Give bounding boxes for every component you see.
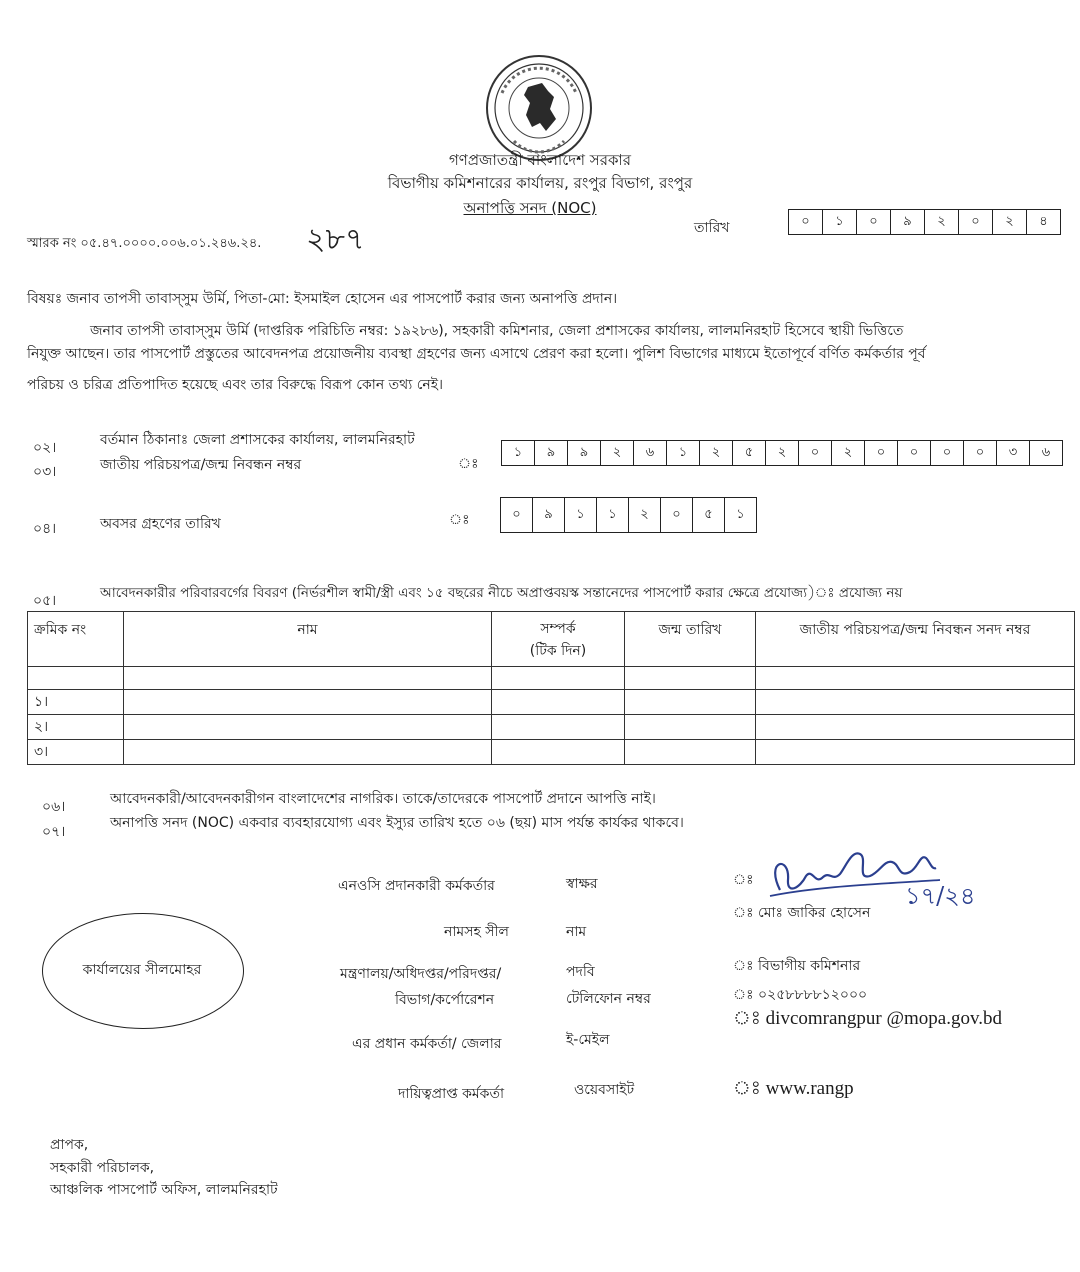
nid-digit-boxes [501,440,1063,466]
nid-digit: ৯ [535,441,568,465]
retirement-digit-boxes [500,497,757,533]
label-designation: পদবি [566,964,595,980]
item-06-text: আবেদনকারী/আবেদনকারীগন বাংলাদেশের নাগরিক। তাকে/তাদেরকে পাসপোর্ট প্রদানে আপত্তি নাই। [110,791,656,807]
col-relation [492,612,625,667]
item-06-number: ০৬। [42,799,66,815]
table-row [28,740,1075,765]
label-phone: টেলিফোন নম্বর [566,991,651,1007]
doc-title: অনাপত্তি সনদ (NOC) [463,199,597,217]
sig-left-4: বিভাগ/কর্পোরেশন [395,992,495,1008]
nid-digit: ২ [766,441,799,465]
body-line-2: নিযুক্ত আছেন। তার পাসপোর্ট প্রস্তুতের আবেদনপত্র প্রয়োজনীয় ব্যবস্থা গ্রহণের জন্য এসাথে প্রেরণ করা হলো। পুলিশ বিভাগের মাধ্যমে ইতোপূর্বে বর্ণিত কর্মকর্তার পূর্ব [27,346,926,362]
item-04-text: অবসর গ্রহণের তারিখ [100,516,221,532]
item-05-number: ০৫। [33,593,57,609]
value-email: ঃ divcomrangpur @mopa.gov.bd [733,1008,1002,1029]
family-members-table [27,611,1075,765]
retirement-digit: ১ [736,506,745,522]
body-line-1: জনাব তাপসী তাবাস্সুম উর্মি (দাপ্তরিক পরিচিতি নম্বর: ১৯২৮৬), সহকারী কমিশনার, জেলা প্রশাসকের কার্যালয়, লালমনিরহাট হিসেবে স্থায়ী ভিত্তিতে [90,323,904,339]
date-digit: ০ [959,210,993,234]
nid-digit: ০ [865,441,898,465]
date-digit: ১ [823,210,857,234]
recipient-line-2: সহকারী পরিচালক, [50,1160,155,1176]
retirement-digit: ০ [661,498,693,532]
nid-digit: ০ [931,441,964,465]
col-name: নাম [124,612,492,667]
retirement-digit: ৫ [693,498,725,532]
retirement-digit: ৯ [533,498,565,532]
nid-digit: ০ [898,441,931,465]
nid-digit: ৬ [634,441,667,465]
retirement-digit: ২ [629,498,661,532]
nid-digit: ১ [667,441,700,465]
sign-colon: ঃ [733,872,754,888]
memo-label: স্মারক নং ০৫.৪৭.০০০০.০০৬.০১.২৪৬.২৪. [27,236,262,251]
table-row [28,667,1075,690]
value-phone: ঃ ০২৫৮৮৮৮১২০০০ [733,987,868,1003]
body-line-3: পরিচয় ও চরিত্র প্রতিপাদিত হয়েছে এবং তার বিরুদ্ধে বিরূপ কোন তথ্য নেই। [27,377,444,393]
date-label: তারিখ [694,220,730,236]
item-05-text: আবেদনকারীর পরিবারবর্গের বিবরণ (নির্ভরশীল স্বামী/স্ত্রী এবং ১৫ বছরের নীচে অপ্রাপ্তবয়স্ক সন্তানেদের পাসপোর্ট করার ক্ষেত্রে প্রযোজ্য)ঃ প্রযোজ্য নয় [100,585,903,601]
label-name: নাম [566,924,587,940]
nid-digit: ৯ [568,441,601,465]
nid-digit: ৬ [1041,444,1051,460]
nid-digit: ২ [601,441,634,465]
col-birthdate: জন্ম তারিখ [625,612,756,667]
item-04-colon: ঃ [449,512,470,528]
date-digit: ২ [993,210,1027,234]
row-serial: ৩। [28,740,124,765]
office-title: বিভাগীয় কমিশনারের কার্যালয়, রংপুর বিভাগ, রংপুর [387,174,693,192]
retirement-digit: ১ [597,498,629,532]
item-07-number: ০৭। [42,824,66,840]
item-03-text: জাতীয় পরিচয়পত্র/জন্ম নিবন্ধন নম্বর [100,457,302,473]
date-digit: ২ [925,210,959,234]
signature-date: ১৭/২৪ [905,882,976,910]
nid-digit: ৩ [997,441,1030,465]
value-name: ঃ মোঃ জাকির হোসেন [733,905,871,921]
recipient-line-1: প্রাপক, [50,1137,89,1153]
retirement-digit: ০ [501,498,533,532]
subject-line: বিষয়ঃ জনাব তাপসী তাবাস্সুম উর্মি, পিতা-মো: ইসমাইল হোসেন এর পাসপোর্ট করার জন্য অনাপত্তি প্রদান। [27,291,618,307]
row-serial: ১। [28,690,124,715]
item-03-number: ০৩। [33,464,57,480]
nid-digit: ১ [502,441,535,465]
nid-digit: ২ [700,441,733,465]
date-digit: ৪ [1039,213,1048,229]
item-04-number: ০৪। [33,521,57,537]
sig-left-3: মন্ত্রণালয়/অধিদপ্তর/পরিদপ্তর/ [340,966,502,982]
nid-digit: ২ [832,441,865,465]
row-serial: ২। [28,715,124,740]
table-row [28,690,1075,715]
nid-digit: ০ [964,441,997,465]
item-02-number: ০২। [33,440,57,456]
nid-digit: ০ [799,441,832,465]
item-03-colon: ঃ [458,456,479,472]
recipient-line-3: আঞ্চলিক পাসপোর্ট অফিস, লালমনিরহাট [50,1182,278,1198]
value-website: ঃ www.rangp [733,1078,854,1099]
memo-number: ২৮৭ [306,222,365,257]
value-designation: ঃ বিভাগীয় কমিশনার [733,958,861,974]
date-digit: ০ [857,210,891,234]
sig-left-2: নামসহ সীল [444,924,509,940]
table-row [28,715,1075,740]
col-nid: জাতীয় পরিচয়পত্র/জন্ম নিবন্ধন সনদ নম্বর [756,612,1075,667]
seal-label: কার্যালয়ের সীলমোহর [82,962,202,978]
retirement-digit: ১ [565,498,597,532]
item-02-text: বর্তমান ঠিকানাঃ জেলা প্রশাসকের কার্যালয়, লালমনিরহাট [100,432,415,448]
date-digit-boxes [788,209,1061,235]
govt-title: গণপ্রজাতন্ত্রী বাংলাদেশ সরকার [448,151,632,169]
col-relation-hint: (টিক দিন) [529,643,587,659]
date-digit: ০ [789,210,823,234]
label-signature: স্বাক্ষর [566,876,598,892]
sig-left-5: এর প্রধান কর্মকর্তা/ জেলার [352,1036,502,1052]
label-email: ই-মেইল [566,1032,610,1048]
col-serial: ক্রমিক নং [28,612,124,667]
sig-left-1: এনওসি প্রদানকারী কর্মকর্তার [338,878,495,894]
label-website: ওয়েবসাইট [574,1082,635,1098]
sig-left-6: দায়িত্বপ্রাপ্ত কর্মকর্তা [398,1086,505,1102]
date-digit: ৯ [891,210,925,234]
nid-digit: ৫ [733,441,766,465]
government-emblem [484,53,594,163]
item-07-text: অনাপত্তি সনদ (NOC) একবার ব্যবহারযোগ্য এবং ইস্যুর তারিখ হতে ০৬ (ছয়) মাস পর্যন্ত কার্যকর থাকবে। [110,815,684,831]
col-relation-label: সম্পর্ক [540,621,576,637]
